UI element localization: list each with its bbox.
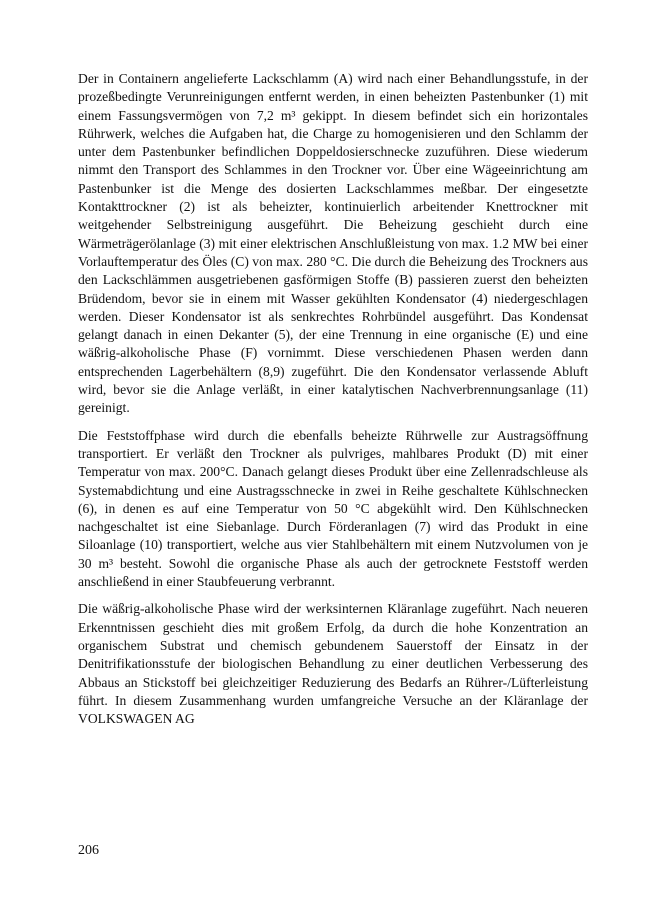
page-number: 206 [78,843,99,858]
paragraph-feststoffphase: Die Feststoffphase wird durch die ebenfalls beheizte Rührwelle zur Austragsöffnung transportiert. Er verläßt den Trockner als pulvriges, mahlbares Produkt (D) mit einer Temperatur von max. 200°C. Danach gelangt dieses Produkt über eine Zellenradschleuse als Systemabdichtung und eine Austragsschnecke in zwei in Reihe geschaltete Kühlschnecken (6), in denen es auf eine Temperatur von 50 °C abgekühlt wird. Den Kühlschnecken nachgeschaltet ist eine Siebanlage. Durch Förderanlagen (7) wird das Produkt in eine Siloanlage (10) transportiert, welche aus vier Stahlbehältern mit einem Nutzvolumen von je 30 m³ besteht. Sowohl die organische Phase als auch der getrocknete Feststoff werden anschließend in einer Staubfeuerung verbrannt. [78,427,588,590]
page-body [78,70,588,737]
paragraph-lackschlamm-process: Der in Containern angelieferte Lackschlamm (A) wird nach einer Behandlungsstufe, in der prozeßbedingte Verunreinigungen entfernt werden, in einen beheizten Pastenbunker (1) mit einem Fassungsvermögen von 7,2 m³ gekippt. In diesem befindet sich ein horizontales Rührwerk, welches die Aufgaben hat, die Charge zu homogenisieren und den Schlamm der unter dem Pastenbunker befindlichen Doppeldosierschnecke zuzuführen. Diese wiederum nimmt den Transport des Schlammes in den Trockner vor. Über eine Wägeeinrichtung am Pastenbunker ist die Menge des dosierten Lackschlammes meßbar. Der eingesetzte Kontakttrockner (2) ist als beheizter, kontinuierlich arbeitender Knettrockner mit weitgehender Selbstreinigung ausgeführt. Die Beheizung geschieht durch eine Wärmeträgerölanlage (3) mit einer elektrischen Anschlußleistung von max. 1.2 MW bei einer Vorlauftemperatur des Öles (C) von max. 280 °C. Die durch die Beheizung des Trockners aus den Lackschlämmen ausgetriebenen gasförmigen Stoffe (B) passieren zuerst den beheizten Brüdendom, bevor sie in einem mit Wasser gekühlten Kondensator (4) niedergeschlagen werden. Dieser Kondensator ist als senkrechtes Rohrbündel ausgeführt. Das Kondensat gelangt danach in einen Dekanter (5), der eine Trennung in eine organische (E) und eine wäßrig-alkoholische Phase (F) vornimmt. Diese verschiedenen Phasen werden dann entsprechenden Lagerbehältern (8,9) zugeführt. Die den Kondensator verlassende Abluft wird, bevor sie die Anlage verläßt, in einer katalytischen Nachverbrennungsanlage (11) gereinigt. [78,71,588,416]
paragraph-waessrige-phase: Die wäßrig-alkoholische Phase wird der werksinternen Kläranlage zugeführt. Nach neueren Erkenntnissen geschieht dies mit großem Erfolg, da durch die hohe Konzentration an organischem Substrat und chemisch gebundenem Sauerstoff der Einsatz in der Denitrifikationsstufe der biologischen Behandlung zu einer deutlichen Verbesserung des Abbaus an Stickstoff bei gleichzeitiger Reduzierung des Bedarfs an Rührer-/Lüfterleistung führt. In diesem Zusammenhang wurden umfangreiche Versuche an der Kläranlage der VOLKSWAGEN AG [78,601,588,727]
